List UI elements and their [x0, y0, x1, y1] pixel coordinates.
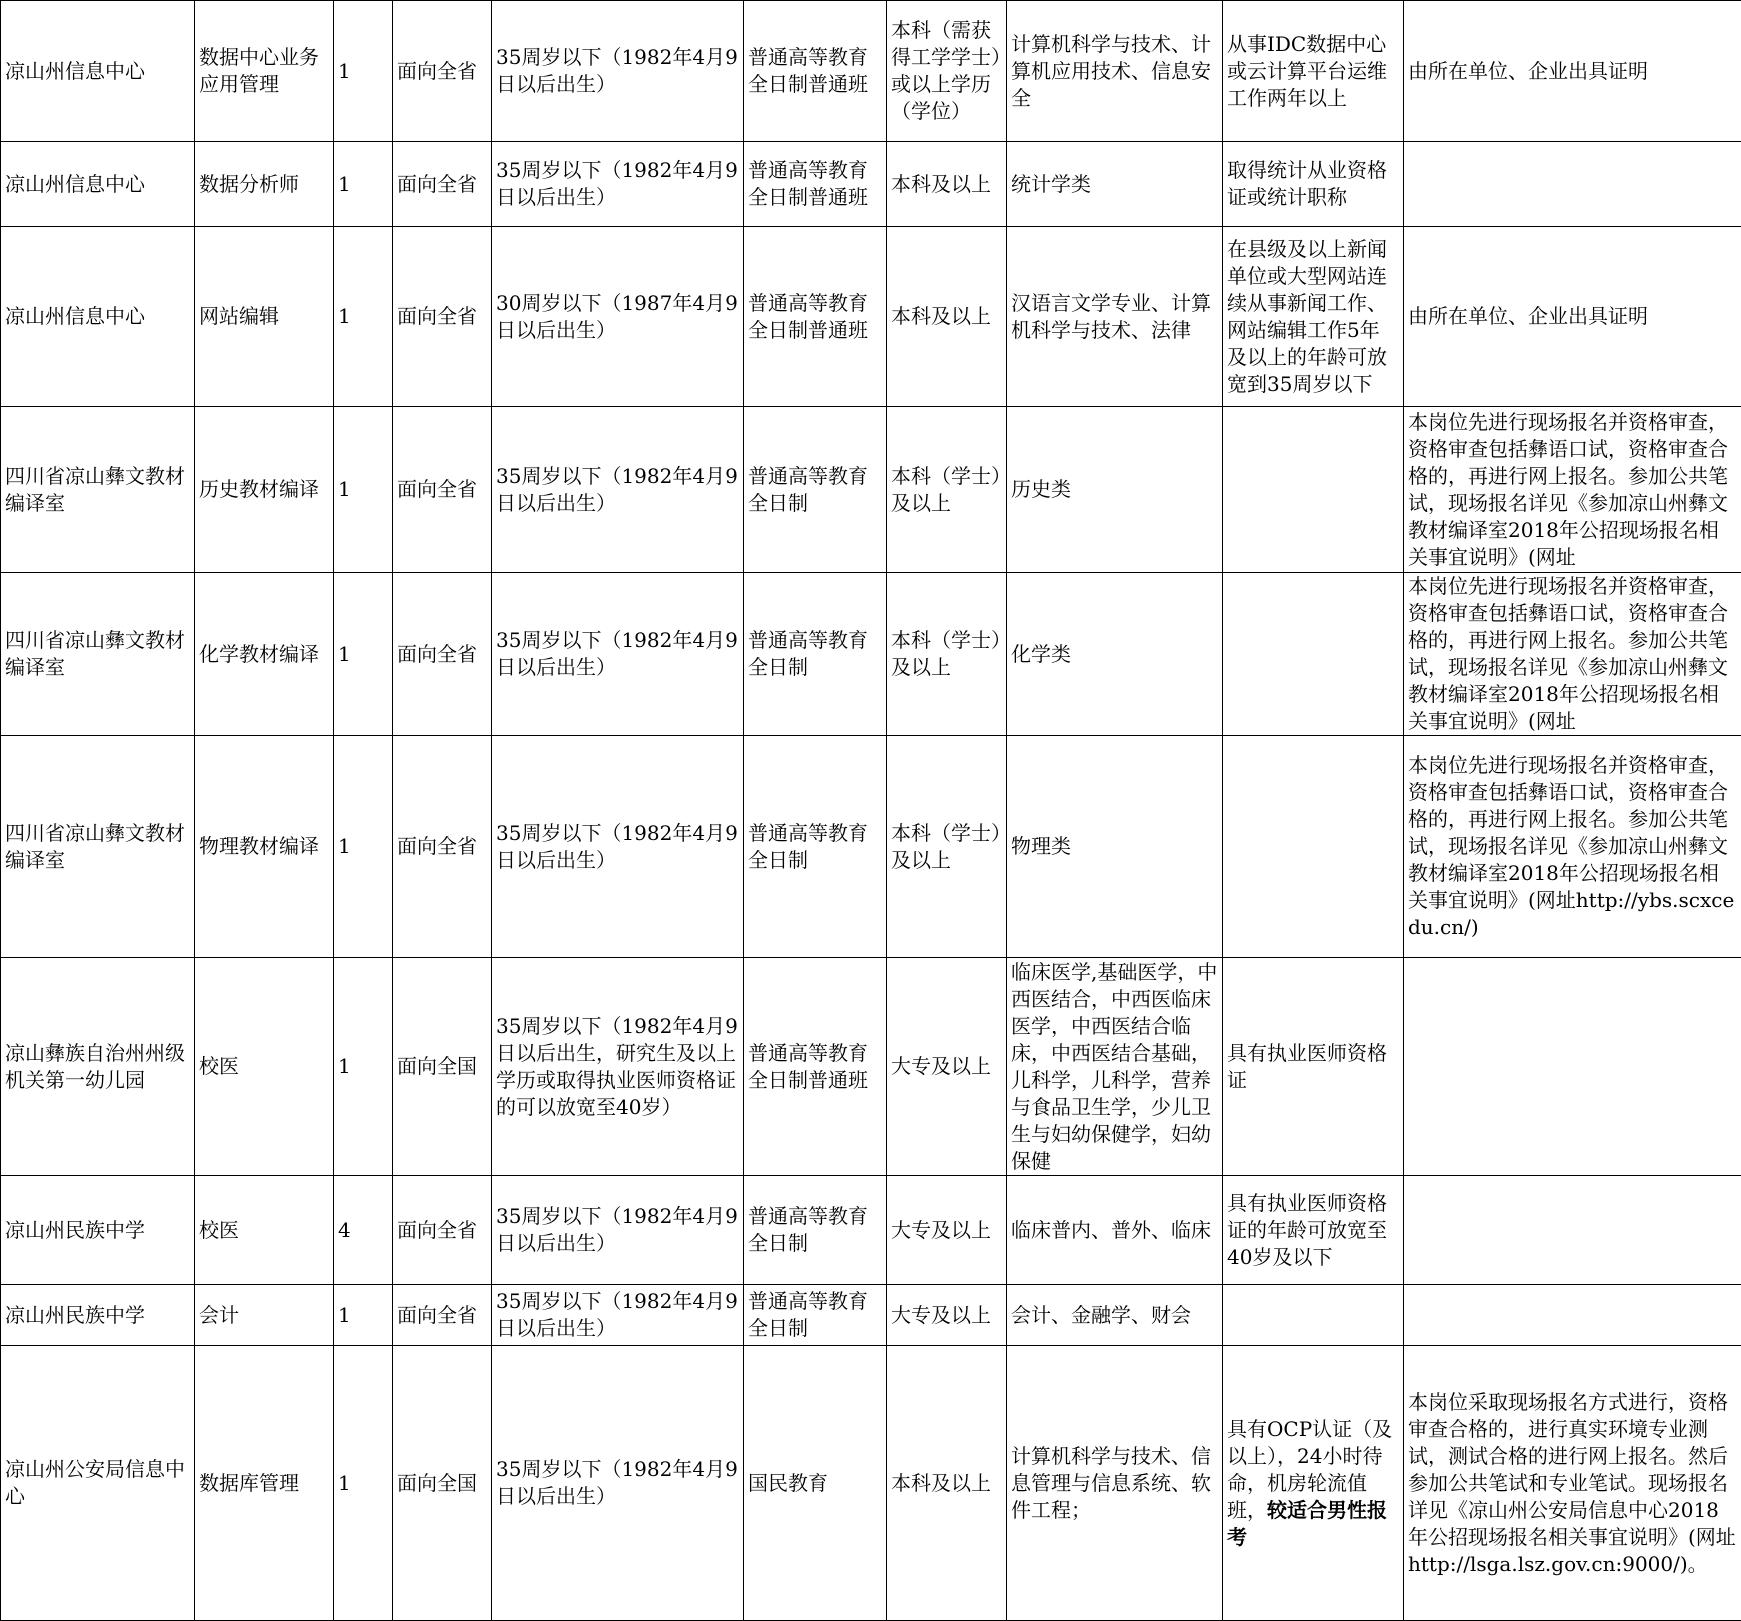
scope-cell: 面向全省	[393, 573, 492, 736]
degree-cell: 本科（需获得工学学士）或以上学历（学位）	[887, 1, 1007, 142]
scope-cell: 面向全省	[393, 407, 492, 573]
major-cell: 计算机科学与技术、信息管理与信息系统、软件工程；	[1007, 1346, 1223, 1621]
scope-cell: 面向全省	[393, 1176, 492, 1285]
age-cell: 35周岁以下（1982年4月9日以后出生）	[492, 142, 744, 227]
degree-cell: 本科及以上	[887, 227, 1007, 407]
table-row	[1, 1, 1741, 142]
count-cell: 1	[334, 142, 393, 227]
requirement-cell	[1223, 958, 1404, 1176]
scope-cell: 面向全省	[393, 1, 492, 142]
count-cell: 1	[334, 736, 393, 958]
age-cell: 35周岁以下（1982年4月9日以后出生）	[492, 573, 744, 736]
table-row	[1, 407, 1741, 573]
unit-cell: 凉山州信息中心	[1, 142, 195, 227]
requirement-cell	[1223, 1346, 1404, 1621]
position-cell: 会计	[195, 1285, 334, 1346]
scope-cell: 面向全国	[393, 1346, 492, 1621]
age-cell: 35周岁以下（1982年4月9日以后出生）	[492, 1346, 744, 1621]
major-cell: 汉语言文学专业、计算机科学与技术、法律	[1007, 227, 1223, 407]
edu-type-cell: 普通高等教育全日制	[744, 573, 887, 736]
table-row	[1, 142, 1741, 227]
unit-cell: 凉山彝族自治州州级机关第一幼儿园	[1, 958, 195, 1176]
table-row	[1, 1285, 1741, 1346]
scope-cell: 面向全省	[393, 227, 492, 407]
requirement-cell	[1223, 407, 1404, 573]
edu-type-cell: 普通高等教育全日制	[744, 736, 887, 958]
scope-cell: 面向全国	[393, 958, 492, 1176]
major-cell: 临床普内、普外、临床	[1007, 1176, 1223, 1285]
table-row	[1, 1176, 1741, 1285]
table-row	[1, 958, 1741, 1176]
age-cell: 35周岁以下（1982年4月9日以后出生）	[492, 1, 744, 142]
position-cell: 校医	[195, 958, 334, 1176]
major-cell: 历史类	[1007, 407, 1223, 573]
degree-cell: 本科（学士）及以上	[887, 407, 1007, 573]
count-cell: 1	[334, 227, 393, 407]
age-cell: 30周岁以下（1987年4月9日以后出生）	[492, 227, 744, 407]
note-cell: 本岗位先进行现场报名并资格审查，资格审查包括彝语口试，资格审查合格的，再进行网上报名。参加公共笔试，现场报名详见《参加凉山州彝文教材编译室2018年公招现场报名相关事宜说明》(网址	[1404, 573, 1741, 736]
count-cell: 1	[334, 1285, 393, 1346]
requirement-cell	[1223, 736, 1404, 958]
position-cell: 网站编辑	[195, 227, 334, 407]
scope-cell: 面向全省	[393, 1285, 492, 1346]
table-row	[1, 1346, 1741, 1621]
requirement-cell	[1223, 1285, 1404, 1346]
age-cell: 35周岁以下（1982年4月9日以后出生）	[492, 736, 744, 958]
table-row	[1, 573, 1741, 736]
unit-cell: 四川省凉山彝文教材编译室	[1, 407, 195, 573]
table-row	[1, 227, 1741, 407]
requirement-text: 具有执业医师资格证的年龄可放宽至40岁及以下	[1227, 1191, 1387, 1269]
major-cell: 会计、金融学、财会	[1007, 1285, 1223, 1346]
requirement-cell	[1223, 142, 1404, 227]
requirement-text: 具有OCP认证（及以上），24小时待命，机房轮流值班，	[1227, 1417, 1392, 1522]
edu-type-cell: 普通高等教育全日制普通班	[744, 142, 887, 227]
position-cell: 物理教材编译	[195, 736, 334, 958]
note-cell: 由所在单位、企业出具证明	[1404, 227, 1741, 407]
count-cell: 1	[334, 407, 393, 573]
age-cell: 35周岁以下（1982年4月9日以后出生，研究生及以上学历或取得执业医师资格证的可以放宽至40岁）	[492, 958, 744, 1176]
unit-cell: 凉山州民族中学	[1, 1176, 195, 1285]
scope-cell: 面向全省	[393, 142, 492, 227]
count-cell: 1	[334, 1346, 393, 1621]
note-cell	[1404, 1176, 1741, 1285]
requirement-cell	[1223, 227, 1404, 407]
count-cell: 1	[334, 958, 393, 1176]
count-cell: 1	[334, 573, 393, 736]
requirement-text: 取得统计从业资格证或统计职称	[1227, 158, 1387, 209]
note-cell: 由所在单位、企业出具证明	[1404, 1, 1741, 142]
degree-cell: 大专及以上	[887, 1176, 1007, 1285]
position-cell: 化学教材编译	[195, 573, 334, 736]
degree-cell: 本科（学士）及以上	[887, 573, 1007, 736]
note-cell: 本岗位采取现场报名方式进行，资格审查合格的，进行真实环境专业测试，测试合格的进行网上报名。然后参加公共笔试和专业笔试。现场报名详见《凉山州公安局信息中心2018年公招现场报名相关事宜说明》(网址http://lsga.lsz.gov.cn:9000/)。	[1404, 1346, 1741, 1621]
note-cell	[1404, 1285, 1741, 1346]
note-cell: 本岗位先进行现场报名并资格审查，资格审查包括彝语口试，资格审查合格的，再进行网上报名。参加公共笔试，现场报名详见《参加凉山州彝文教材编译室2018年公招现场报名相关事宜说明》(网址http://ybs.scxcedu.cn/)	[1404, 736, 1741, 958]
requirement-text: 从事IDC数据中心或云计算平台运维工作两年以上	[1227, 32, 1387, 110]
major-cell: 化学类	[1007, 573, 1223, 736]
degree-cell: 大专及以上	[887, 958, 1007, 1176]
note-cell	[1404, 958, 1741, 1176]
edu-type-cell: 普通高等教育全日制普通班	[744, 958, 887, 1176]
age-cell: 35周岁以下（1982年4月9日以后出生）	[492, 407, 744, 573]
edu-type-cell: 普通高等教育全日制	[744, 1285, 887, 1346]
degree-cell: 大专及以上	[887, 1285, 1007, 1346]
major-cell: 临床医学,基础医学，中西医结合，中西医临床医学，中西医结合临床，中西医结合基础，儿科学，儿科学，营养与食品卫生学，少儿卫生与妇幼保健学，妇幼保健	[1007, 958, 1223, 1176]
note-cell	[1404, 142, 1741, 227]
unit-cell: 凉山州公安局信息中心	[1, 1346, 195, 1621]
count-cell: 1	[334, 1, 393, 142]
requirement-text: 在县级及以上新闻单位或大型网站连续从事新闻工作、网站编辑工作5年及以上的年龄可放宽到35周岁以下	[1227, 237, 1387, 396]
unit-cell: 凉山州信息中心	[1, 1, 195, 142]
position-cell: 数据中心业务应用管理	[195, 1, 334, 142]
edu-type-cell: 国民教育	[744, 1346, 887, 1621]
note-cell: 本岗位先进行现场报名并资格审查，资格审查包括彝语口试，资格审查合格的，再进行网上报名。参加公共笔试，现场报名详见《参加凉山州彝文教材编译室2018年公招现场报名相关事宜说明》(网址	[1404, 407, 1741, 573]
position-cell: 历史教材编译	[195, 407, 334, 573]
unit-cell: 四川省凉山彝文教材编译室	[1, 573, 195, 736]
scope-cell: 面向全省	[393, 736, 492, 958]
age-cell: 35周岁以下（1982年4月9日以后出生）	[492, 1176, 744, 1285]
requirement-text: 具有执业医师资格证	[1227, 1041, 1387, 1092]
position-cell: 数据库管理	[195, 1346, 334, 1621]
unit-cell: 凉山州信息中心	[1, 227, 195, 407]
degree-cell: 本科（学士）及以上	[887, 736, 1007, 958]
major-cell: 物理类	[1007, 736, 1223, 958]
edu-type-cell: 普通高等教育全日制普通班	[744, 1, 887, 142]
position-cell: 数据分析师	[195, 142, 334, 227]
requirement-emphasis: 较适合男性报考	[1227, 1498, 1387, 1549]
table-row	[1, 736, 1741, 958]
requirement-cell	[1223, 1, 1404, 142]
major-cell: 统计学类	[1007, 142, 1223, 227]
major-cell: 计算机科学与技术、计算机应用技术、信息安全	[1007, 1, 1223, 142]
unit-cell: 四川省凉山彝文教材编译室	[1, 736, 195, 958]
requirement-cell	[1223, 1176, 1404, 1285]
edu-type-cell: 普通高等教育全日制	[744, 407, 887, 573]
unit-cell: 凉山州民族中学	[1, 1285, 195, 1346]
edu-type-cell: 普通高等教育全日制普通班	[744, 227, 887, 407]
age-cell: 35周岁以下（1982年4月9日以后出生）	[492, 1285, 744, 1346]
edu-type-cell: 普通高等教育全日制	[744, 1176, 887, 1285]
position-cell: 校医	[195, 1176, 334, 1285]
degree-cell: 本科及以上	[887, 1346, 1007, 1621]
degree-cell: 本科及以上	[887, 142, 1007, 227]
requirement-cell	[1223, 573, 1404, 736]
count-cell: 4	[334, 1176, 393, 1285]
